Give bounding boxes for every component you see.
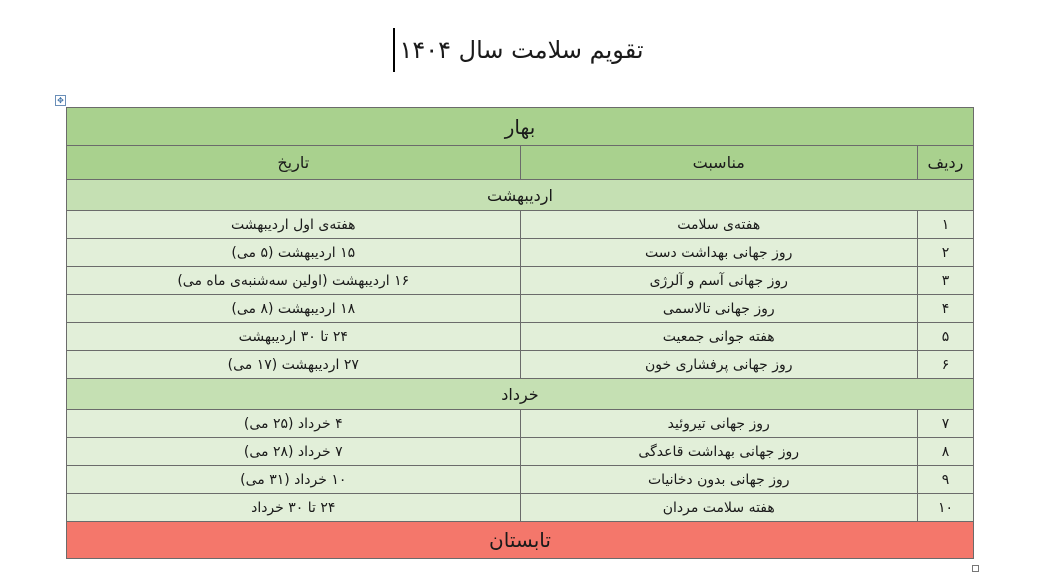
header-row-number[interactable]: ردیف [917,146,973,180]
header-occasion[interactable]: مناسبت [520,146,917,180]
occasion-cell[interactable]: روز جهانی بهداشت دست [520,239,917,267]
season-row-spring [67,108,974,146]
table-row [67,410,974,438]
table-row [67,295,974,323]
season-row-summer [67,522,974,559]
occasion-cell[interactable]: هفته‌ی سلامت [520,211,917,239]
date-cell[interactable]: ۱۰ خرداد (۳۱ می) [67,466,521,494]
season-summer-cell[interactable]: تابستان [67,522,974,559]
occasion-cell[interactable]: روز جهانی تالاسمی [520,295,917,323]
date-cell[interactable]: ۱۵ اردیبهشت (۵ می) [67,239,521,267]
header-date[interactable]: تاریخ [67,146,521,180]
occasion-cell[interactable]: روز جهانی بهداشت قاعدگی [520,438,917,466]
row-number-cell[interactable]: ۲ [917,239,973,267]
date-cell[interactable]: ۷ خرداد (۲۸ می) [67,438,521,466]
date-cell[interactable]: هفته‌ی اول اردیبهشت [67,211,521,239]
date-cell[interactable]: ۲۴ تا ۳۰ خرداد [67,494,521,522]
row-number-cell[interactable]: ۶ [917,351,973,379]
row-number-cell[interactable]: ۹ [917,466,973,494]
occasion-cell[interactable]: روز جهانی تیروئید [520,410,917,438]
table-row [67,494,974,522]
row-number-cell[interactable]: ۳ [917,267,973,295]
occasion-cell[interactable]: روز جهانی آسم و آلرژی [520,267,917,295]
month-row-khordad [67,379,974,410]
date-cell[interactable]: ۱۸ اردیبهشت (۸ می) [67,295,521,323]
text-cursor [393,28,395,72]
document-title[interactable] [0,30,1037,70]
table-row [67,239,974,267]
table-row [67,438,974,466]
table-row [67,267,974,295]
table-resize-handle[interactable] [972,565,979,572]
row-number-cell[interactable]: ۱ [917,211,973,239]
occasion-cell[interactable]: هفته سلامت مردان [520,494,917,522]
table-row [67,323,974,351]
table-row [67,466,974,494]
month-cell[interactable]: خرداد [67,379,974,410]
date-cell[interactable]: ۱۶ اردیبهشت (اولین سه‌شنبه‌ی ماه می) [67,267,521,295]
row-number-cell[interactable]: ۷ [917,410,973,438]
month-row-ordibehesht [67,180,974,211]
row-number-cell[interactable]: ۱۰ [917,494,973,522]
row-number-cell[interactable]: ۵ [917,323,973,351]
occasion-cell[interactable]: هفته جوانی جمعیت [520,323,917,351]
date-cell[interactable]: ۲۴ تا ۳۰ اردیبهشت [67,323,521,351]
date-cell[interactable]: ۲۷ اردیبهشت (۱۷ می) [67,351,521,379]
season-spring-cell[interactable]: بهار [67,108,974,146]
date-cell[interactable]: ۴ خرداد (۲۵ می) [67,410,521,438]
document-title-text: تقویم سلامت سال ۱۴۰۴ [399,36,644,64]
table-move-handle-icon[interactable]: ✥ [55,95,66,106]
month-cell[interactable]: اردیبهشت [67,180,974,211]
row-number-cell[interactable]: ۴ [917,295,973,323]
row-number-cell[interactable]: ۸ [917,438,973,466]
table-row [67,351,974,379]
document-title-wrap[interactable] [393,30,643,70]
health-calendar-table[interactable] [66,107,974,559]
occasion-cell[interactable]: روز جهانی پرفشاری خون [520,351,917,379]
table-header-row [67,146,974,180]
table-row [67,211,974,239]
occasion-cell[interactable]: روز جهانی بدون دخانیات [520,466,917,494]
